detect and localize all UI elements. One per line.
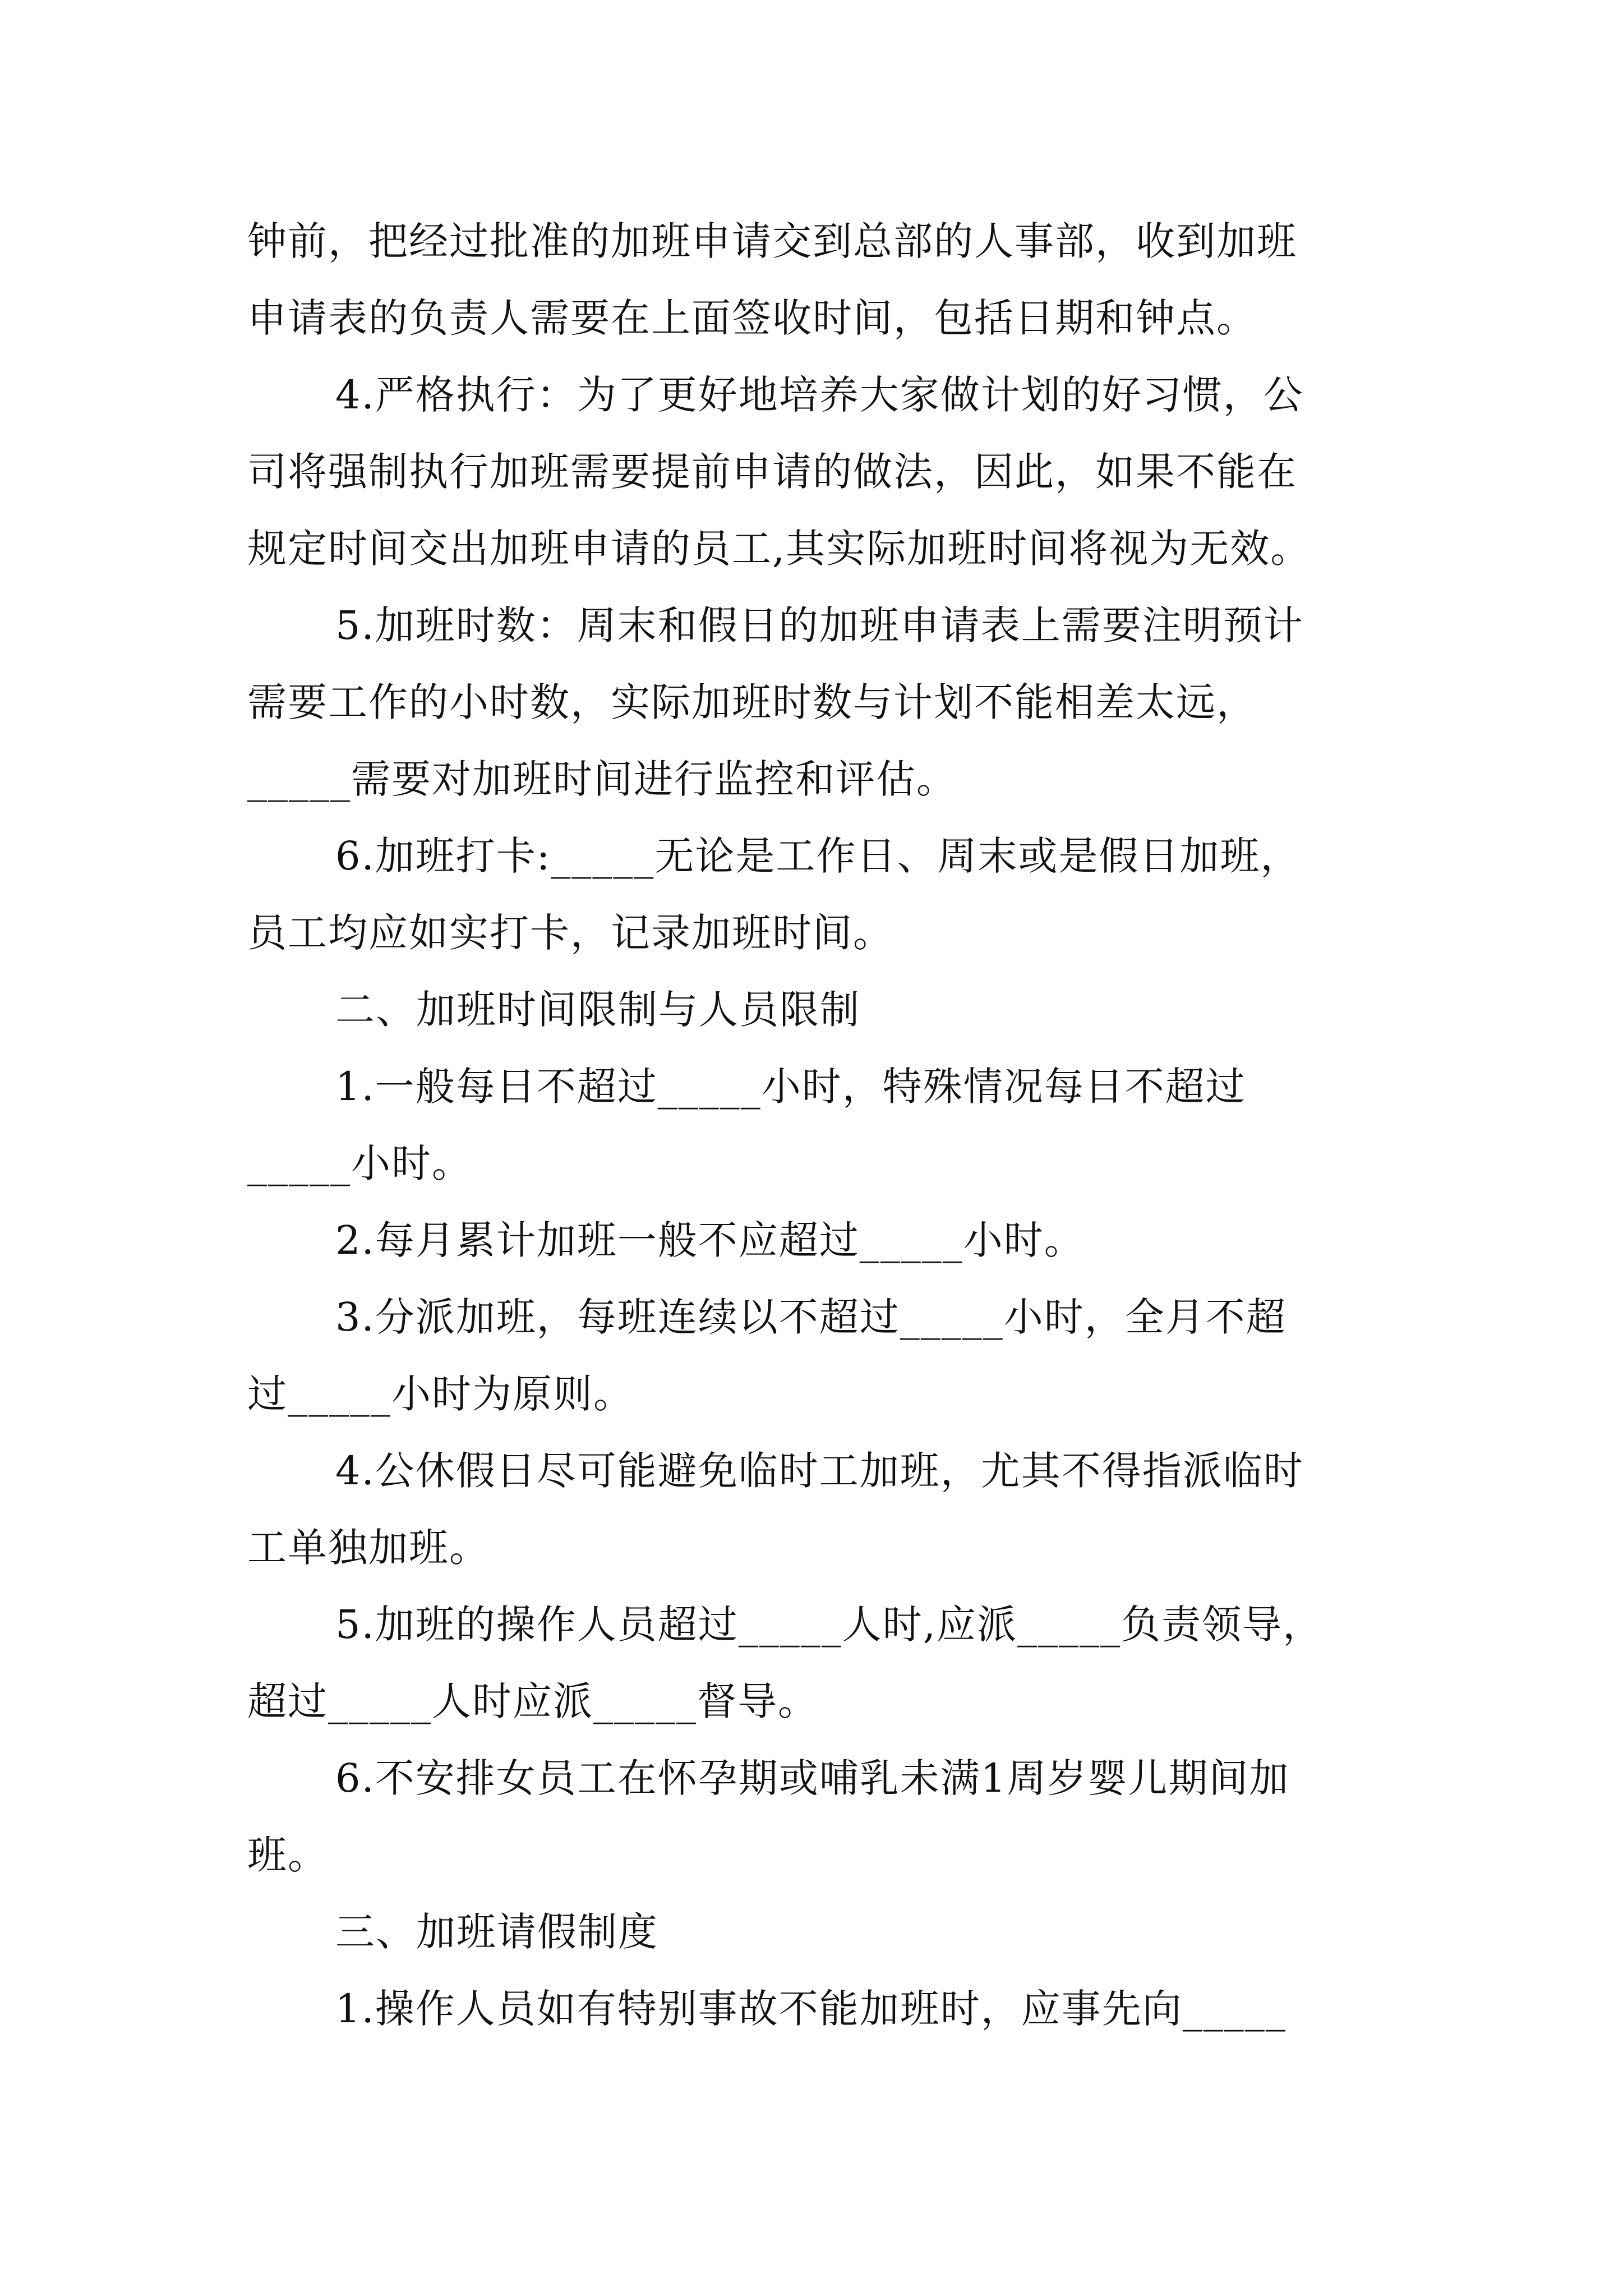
- paragraph-line: 2.每月累计加班一般不应超过_____小时。: [335, 1217, 1085, 1263]
- paragraph-line: 过_____小时为原则。: [247, 1371, 634, 1417]
- paragraph-line: 需要工作的小时数，实际加班时数与计划不能相差太远，: [247, 679, 1257, 725]
- paragraph-line: 班。: [247, 1832, 328, 1878]
- paragraph-line: 司将强制执行加班需要提前申请的做法，因此，如果不能在: [247, 449, 1297, 495]
- paragraph-line: 员工均应如实打卡，记录加班时间。: [247, 910, 893, 956]
- paragraph-line: 5.加班时数：周末和假日的加班申请表上需要注明预计: [335, 602, 1304, 648]
- paragraph-line: 工单独加班。: [247, 1525, 490, 1571]
- paragraph-line: 规定时间交出加班申请的员工,其实际加班时间将视为无效。: [247, 526, 1311, 572]
- paragraph-line: 3.分派加班，每班连续以不超过_____小时，全月不超: [335, 1294, 1287, 1340]
- paragraph-line: _____需要对加班时间进行监控和评估。: [247, 756, 957, 802]
- paragraph-line: 超过_____人时应派_____督导。: [247, 1678, 818, 1724]
- paragraph-line: 4.严格执行：为了更好地培养大家做计划的好习惯，公: [335, 372, 1304, 418]
- paragraph-line: 1.操作人员如有特别事故不能加班时，应事先向_____: [335, 1986, 1287, 2032]
- paragraph-line: 6.不安排女员工在怀孕期或哺乳未满1周岁婴儿期间加: [335, 1755, 1290, 1801]
- section-heading: 三、加班请假制度: [335, 1909, 658, 1955]
- document-body: [247, 203, 1376, 2047]
- paragraph-line: 6.加班打卡:_____无论是工作日、周末或是假日加班，: [335, 833, 1301, 879]
- section-heading: 二、加班时间限制与人员限制: [335, 987, 860, 1033]
- paragraph-line: 申请表的负责人需要在上面签收时间，包括日期和钟点。: [247, 295, 1257, 341]
- paragraph-line: 钟前，把经过批准的加班申请交到总部的人事部，收到加班: [247, 218, 1297, 264]
- paragraph-line: _____小时。: [247, 1140, 472, 1186]
- paragraph-line: 1.一般每日不超过_____小时，特殊情况每日不超过: [335, 1064, 1246, 1110]
- paragraph-line: 5.加班的操作人员超过_____人时,应派_____负责领导，: [335, 1602, 1324, 1648]
- paragraph-line: 4.公休假日尽可能避免临时工加班，尤其不得指派临时: [335, 1448, 1304, 1494]
